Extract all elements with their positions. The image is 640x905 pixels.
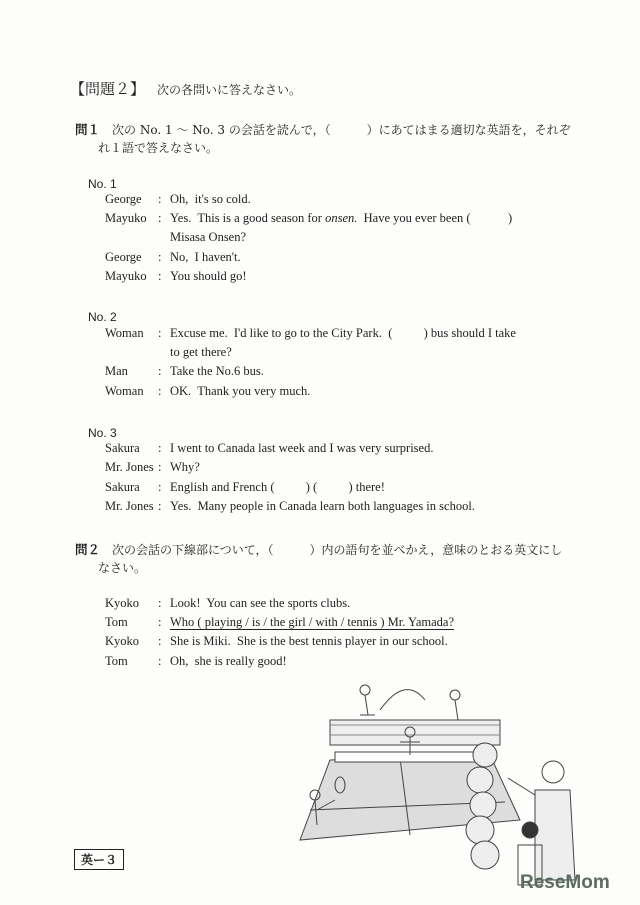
speaker-name: Sakura bbox=[105, 441, 140, 455]
dialogue-segment: Yes. This is a good season for bbox=[170, 211, 326, 225]
dialogue-text: Look! You can see the sports clubs. bbox=[170, 596, 351, 610]
dialogue-text: English and French ( ) ( ) there! bbox=[170, 480, 385, 494]
q2-line1 bbox=[75, 540, 562, 558]
no3-label: No. 3 bbox=[88, 426, 117, 440]
dialogue-text bbox=[170, 211, 512, 226]
no1-label: No. 1 bbox=[88, 177, 117, 191]
colon: : bbox=[158, 499, 162, 513]
speaker-name: Man bbox=[105, 364, 128, 378]
dialogue-text: OK. Thank you very much. bbox=[170, 384, 311, 398]
speaker-name: Woman bbox=[105, 384, 144, 398]
dialogue-text: Oh, it's so cold. bbox=[170, 192, 251, 206]
colon: : bbox=[158, 654, 162, 668]
net bbox=[335, 752, 495, 762]
colon: : bbox=[158, 211, 162, 225]
colon: : bbox=[158, 615, 162, 629]
speaker-name: George bbox=[105, 192, 142, 206]
colon: : bbox=[158, 596, 162, 610]
dialogue-text: Yes. Many people in Canada learn both languages in school. bbox=[170, 499, 475, 513]
dialogue-text: I went to Canada last week and I was very surprised. bbox=[170, 441, 434, 455]
dialogue-text: Oh, she is really good! bbox=[170, 654, 287, 668]
colon: : bbox=[158, 634, 162, 648]
q2-text: 次の会話の下線部について，（ ）内の語句を並べかえ，意味のとおる英文にし bbox=[112, 543, 563, 557]
section-label: 【問題２】 bbox=[70, 80, 146, 98]
q1-line2: れ１語で答えなさい。 bbox=[98, 141, 219, 155]
colon: : bbox=[158, 269, 162, 283]
colon: : bbox=[158, 326, 162, 340]
dialogue-continuation: to get there? bbox=[170, 345, 232, 359]
q1-line1 bbox=[75, 120, 571, 138]
colon: : bbox=[158, 460, 162, 474]
q1-text: 次の No. 1 ～ No. 3 の会話を読んで，（ ）にあてはまる適切な英語を，それぞ bbox=[112, 123, 571, 137]
dialogue-text: No, I haven't. bbox=[170, 250, 241, 264]
q1-number: 問１ bbox=[75, 122, 101, 137]
colon: : bbox=[158, 441, 162, 455]
speaker-name: Kyoko bbox=[105, 634, 140, 648]
q2-number: 問２ bbox=[75, 542, 101, 557]
dialogue-continuation: Misasa Onsen? bbox=[170, 230, 247, 244]
colon: : bbox=[158, 384, 162, 398]
dialogue-text: Who ( playing / is / the girl / with / tennis ) Mr. Yamada? bbox=[170, 615, 454, 629]
resemom-logo: ReseMom bbox=[520, 872, 610, 893]
speaker-name: Woman bbox=[105, 326, 144, 340]
colon: : bbox=[158, 480, 162, 494]
dialogue-segment: Have you ever been ( ) bbox=[357, 211, 513, 225]
speaker-name: Mr. Jones bbox=[105, 460, 154, 474]
colon: : bbox=[158, 192, 162, 206]
tennis-illustration bbox=[290, 680, 590, 890]
ball-arc bbox=[380, 690, 425, 710]
speaker-name: Kyoko bbox=[105, 596, 140, 610]
dialogue-text: Take the No.6 bus. bbox=[170, 364, 264, 378]
dialogue-text: Why? bbox=[170, 460, 200, 474]
section-title bbox=[70, 78, 301, 99]
dialogue-text: You should go! bbox=[170, 269, 247, 283]
speaker-name: Mr. Jones bbox=[105, 499, 154, 513]
speaker-name: Tom bbox=[105, 654, 128, 668]
q2-line2: なさい。 bbox=[98, 561, 147, 575]
speaker-name: Mayuko bbox=[105, 269, 147, 283]
colon: : bbox=[158, 250, 162, 264]
colon: : bbox=[158, 364, 162, 378]
dialogue-text: Excuse me. I'd like to go to the City Park. ( ) bus should I take bbox=[170, 326, 516, 340]
page-number: 英ー３ bbox=[74, 849, 124, 870]
dialogue-text: She is Miki. She is the best tennis player in our school. bbox=[170, 634, 448, 648]
no2-label: No. 2 bbox=[88, 310, 117, 324]
speaker-name: Tom bbox=[105, 615, 128, 629]
speaker-name: George bbox=[105, 250, 142, 264]
section-instruction: 次の各問いに答えなさい。 bbox=[157, 83, 302, 97]
speaker-name: Sakura bbox=[105, 480, 140, 494]
dialogue-segment: onsen. bbox=[325, 211, 358, 225]
speaker-name: Mayuko bbox=[105, 211, 147, 225]
